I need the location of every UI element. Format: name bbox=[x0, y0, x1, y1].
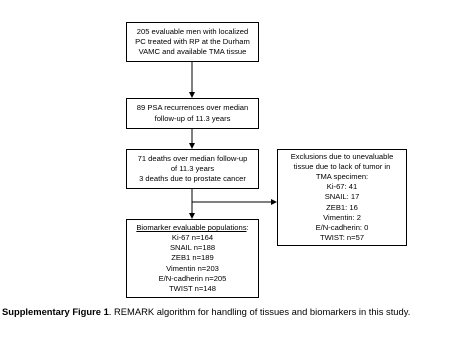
exclusions-box bbox=[277, 149, 407, 246]
biomarker-heading-colon: : bbox=[246, 223, 249, 233]
deaths-box bbox=[126, 149, 259, 189]
caption-text: . REMARK algorithm for handling of tissues and biomarkers in this study. bbox=[108, 306, 411, 317]
box-line: E/N-cadherin n=205 bbox=[158, 273, 227, 283]
box-line: 205 evaluable men with localized bbox=[136, 26, 249, 36]
box-line: Ki-67 n=164 bbox=[171, 233, 214, 243]
evaluable-men-box bbox=[126, 22, 259, 62]
box-line: of 11.3 years bbox=[170, 163, 215, 173]
box-line: PC treated with RP at the Durham bbox=[135, 36, 250, 46]
box-line: ZEB1 n=189 bbox=[171, 253, 214, 263]
box-line: TWIST: n=57 bbox=[319, 232, 365, 242]
caption-label: Supplementary Figure 1 bbox=[2, 306, 109, 317]
box-line: Ki-67: 41 bbox=[326, 182, 358, 192]
box-line: E/N-cadherin: 0 bbox=[315, 222, 369, 232]
box-line: tissue due to lack of tumor in bbox=[293, 162, 391, 172]
box-line: Exclusions due to unevaluable bbox=[290, 152, 394, 162]
box-line: Vimentin n=203 bbox=[166, 263, 219, 273]
psa-recurrences-box bbox=[126, 98, 259, 129]
box-line: 89 PSA recurrences over median bbox=[136, 103, 249, 113]
biomarker-heading-line bbox=[136, 223, 248, 233]
box-line: SNAIL: 17 bbox=[324, 192, 360, 202]
box-line: SNAIL n=188 bbox=[169, 243, 216, 253]
figure-caption bbox=[2, 306, 442, 318]
box-line: TWIST n=148 bbox=[169, 283, 216, 293]
box-line: TMA specimen: bbox=[315, 172, 369, 182]
box-line: 3 deaths due to prostate cancer bbox=[139, 174, 246, 183]
box-line: VAMC and available TMA tissue bbox=[138, 47, 247, 56]
biomarker-heading: Biomarker evaluable populations bbox=[136, 223, 247, 233]
box-line: follow-up of 11.3 years bbox=[154, 113, 231, 123]
box-line: 71 deaths over median follow-up bbox=[137, 153, 248, 163]
box-line: ZEB1: 16 bbox=[326, 202, 358, 212]
biomarker-populations-box bbox=[126, 219, 259, 298]
box-line: Vimentin: 2 bbox=[323, 212, 361, 222]
